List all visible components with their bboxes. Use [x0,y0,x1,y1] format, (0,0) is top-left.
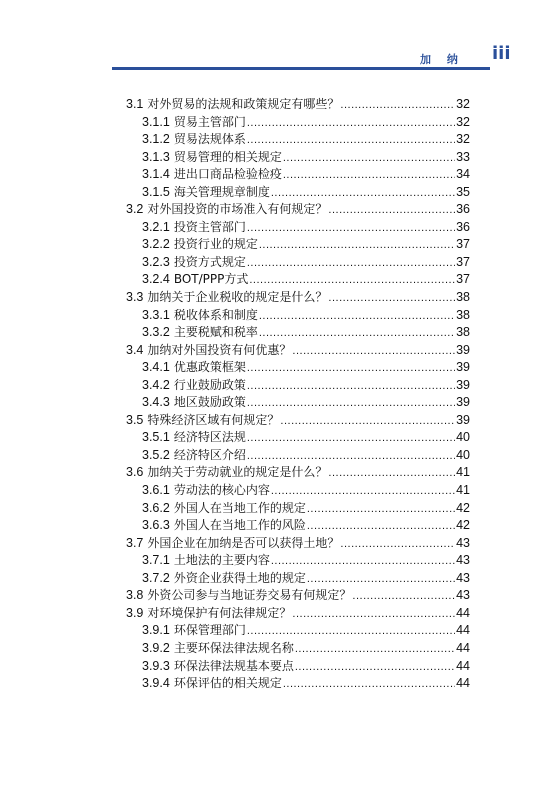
toc-entry-number: 3.3.2 [142,325,170,340]
dot-leader [247,115,455,133]
toc-entry[interactable] [126,96,470,114]
dot-leader [328,202,455,220]
toc-entry[interactable] [126,149,470,167]
toc-entry[interactable] [126,394,470,412]
toc-entry[interactable] [126,166,470,184]
toc-entry-number: 3.4.1 [142,360,170,375]
toc-entry-title: 加纳关于企业税收的规定是什么？ [147,290,328,305]
toc-entry-title: 加纳关于劳动就业的规定是什么？ [147,465,328,480]
toc-entry-title: 外资公司参与当地证券交易有何规定？ [147,588,352,603]
toc-entry-page: 39 [456,342,470,357]
toc-entry-title: 贸易主管部门 [173,114,246,129]
toc-entry-title: 特殊经济区域有何规定？ [147,412,280,427]
toc-entry-title: 投资主管部门 [173,219,246,234]
dot-leader [247,378,455,396]
toc-entry-title: 环保法律法规基本要点 [173,658,294,673]
toc-entry-page: 39 [456,395,470,410]
toc-entry[interactable] [126,622,470,640]
toc-entry-number: 3.4 [126,342,144,357]
toc-entry[interactable] [126,377,470,395]
toc-entry[interactable] [126,464,470,482]
toc-entry-number: 3.9.4 [142,676,170,691]
dot-leader [247,360,455,378]
header-rule [112,67,490,70]
toc-entry[interactable] [126,482,470,500]
toc-entry-page: 32 [456,132,470,147]
dot-leader [271,483,455,501]
dot-leader [271,553,455,571]
toc-entry-page: 41 [456,483,470,498]
chapter-title: 加 纳 [420,53,464,66]
toc-entry-title: 经济特区法规 [173,430,246,445]
toc-entry-title: 经济特区介绍 [173,447,246,462]
toc-entry-page: 39 [456,412,470,427]
dot-leader [292,606,455,624]
toc-entry[interactable] [126,658,470,676]
toc-entry-number: 3.8 [126,588,144,603]
toc-entry-page: 34 [456,167,470,182]
toc-entry-page: 39 [456,360,470,375]
toc-entry-title: 环保管理部门 [173,623,246,638]
toc-entry-title: 税收体系和制度 [173,307,258,322]
toc-entry-page: 43 [456,570,470,585]
toc-entry-number: 3.5 [126,412,144,427]
toc-entry[interactable] [126,675,470,693]
toc-entry-title: 投资方式规定 [173,254,246,269]
dot-leader [247,255,455,273]
toc-entry-title: 行业鼓励政策 [173,377,246,392]
toc-entry-page: 32 [456,114,470,129]
toc-entry-number: 3.9 [126,605,144,620]
dot-leader [247,430,455,448]
toc-entry-page: 41 [456,465,470,480]
dot-leader [247,448,455,466]
toc-entry-number: 3.1.1 [142,114,170,129]
toc-entry-page: 44 [456,658,470,673]
toc-entry-number: 3.4.2 [142,377,170,392]
toc-entry-title: 进出口商品检验检疫 [173,167,282,182]
toc-entry-number: 3.9.2 [142,640,170,655]
toc-entry-page: 38 [456,307,470,322]
toc-entry-number: 3.3 [126,290,144,305]
dot-leader [249,272,455,290]
toc-entry-title: 海关管理规章制度 [173,184,270,199]
toc-entry-number: 3.1.3 [142,149,170,164]
toc-entry[interactable] [126,359,470,377]
toc-entry-number: 3.2 [126,202,144,217]
toc-entry[interactable] [126,429,470,447]
toc-entry-page: 36 [456,202,470,217]
dot-leader [247,395,455,413]
dot-leader [292,343,455,361]
toc-entry-title: 外国企业在加纳是否可以获得土地？ [147,535,340,550]
toc-entry-number: 3.9.1 [142,623,170,638]
toc-entry-title: 对外贸易的法规和政策规定有哪些？ [147,97,340,111]
dot-leader [295,641,455,659]
toc-entry[interactable] [126,254,470,272]
toc-entry-page: 38 [456,290,470,305]
toc-entry[interactable] [126,500,470,518]
toc-entry-number: 3.6 [126,465,144,480]
toc-entry-number: 3.4.3 [142,395,170,410]
toc-entry-page: 38 [456,325,470,340]
dot-leader [259,308,455,326]
toc-entry-title: BOT/PPP方式 [173,272,249,287]
toc-entry-number: 3.2.3 [142,254,170,269]
toc-entry-title: 地区鼓励政策 [173,395,246,410]
toc-entry-number: 3.1.5 [142,184,170,199]
toc-entry-number: 3.6.2 [142,500,170,515]
toc-entry-title: 环保评估的相关规定 [173,676,282,691]
dot-leader [247,132,455,150]
toc-entry-page: 44 [456,676,470,691]
toc-entry-number: 3.6.1 [142,483,170,498]
toc-entry-number: 3.6.3 [142,518,170,533]
toc-entry-page: 37 [456,254,470,269]
toc-entry-page: 43 [456,553,470,568]
toc-entry-title: 外资企业获得土地的规定 [173,570,306,585]
toc-entry-page: 37 [456,272,470,287]
toc-entry-page: 32 [456,97,470,111]
dot-leader [280,413,455,431]
toc-entry-page: 42 [456,500,470,515]
toc-entry-number: 3.1.2 [142,132,170,147]
dot-leader [352,588,455,606]
toc-entry-number: 3.7.2 [142,570,170,585]
toc-entry-title: 外国人在当地工作的风险 [173,518,306,533]
toc-entry-number: 3.2.1 [142,219,170,234]
dot-leader [328,465,455,483]
toc-entry-title: 主要环保法律法规名称 [173,640,294,655]
toc-entry[interactable] [126,114,470,132]
toc-entry[interactable] [126,570,470,588]
toc-entry-title: 对外国投资的市场准入有何规定？ [147,202,328,217]
toc-entry[interactable] [126,447,470,465]
toc-entry-number: 3.1 [126,97,144,111]
toc-entry[interactable] [126,517,470,535]
toc-entry[interactable] [126,219,470,237]
table-of-contents [126,96,470,693]
toc-entry-number: 3.5.2 [142,447,170,462]
toc-entry[interactable] [126,131,470,149]
toc-entry-title: 土地法的主要内容 [173,553,270,568]
dot-leader [328,290,455,308]
toc-entry-title: 对环境保护有何法律规定？ [147,605,292,620]
toc-entry-page: 36 [456,219,470,234]
dot-leader [283,676,455,694]
dot-leader [259,325,455,343]
dot-leader [340,536,455,554]
toc-entry[interactable] [126,587,470,605]
toc-entry[interactable] [126,236,470,254]
toc-entry-number: 3.1.4 [142,167,170,182]
toc-entry[interactable] [126,605,470,623]
toc-entry[interactable] [126,201,470,219]
dot-leader [247,623,455,641]
dot-leader [307,501,455,519]
toc-entry-number: 3.7.1 [142,553,170,568]
toc-entry-page: 39 [456,377,470,392]
toc-entry-title: 贸易管理的相关规定 [173,149,282,164]
toc-entry-title: 优惠政策框架 [173,360,246,375]
toc-entry-number: 3.2.2 [142,237,170,252]
dot-leader [283,167,455,185]
toc-entry-title: 外国人在当地工作的规定 [173,500,306,515]
toc-entry-page: 43 [456,535,470,550]
toc-entry-page: 42 [456,518,470,533]
page-number: iii [492,43,511,64]
toc-entry[interactable] [126,342,470,360]
toc-entry-title: 贸易法规体系 [173,132,246,147]
toc-entry-number: 3.5.1 [142,430,170,445]
dot-leader [259,237,455,255]
toc-entry-title: 加纳对外国投资有何优惠？ [147,342,292,357]
toc-entry-page: 37 [456,237,470,252]
toc-entry-number: 3.2.4 [142,272,170,287]
toc-entry-number: 3.3.1 [142,307,170,322]
toc-entry[interactable] [126,289,470,307]
toc-entry[interactable] [126,535,470,553]
toc-entry[interactable] [126,412,470,430]
dot-leader [340,97,455,115]
dot-leader [247,220,455,238]
toc-entry-number: 3.9.3 [142,658,170,673]
dot-leader [283,150,455,168]
toc-entry-number: 3.7 [126,535,144,550]
toc-entry-page: 40 [456,430,470,445]
toc-entry-page: 40 [456,447,470,462]
dot-leader [307,571,455,589]
toc-entry-page: 44 [456,623,470,638]
toc-entry-title: 主要税赋和税率 [173,325,258,340]
toc-entry-title: 劳动法的核心内容 [173,483,270,498]
dot-leader [295,659,455,677]
toc-entry-page: 44 [456,640,470,655]
toc-entry[interactable] [126,184,470,202]
toc-entry[interactable] [126,307,470,325]
toc-entry-page: 43 [456,588,470,603]
dot-leader [271,185,455,203]
dot-leader [307,518,455,536]
toc-entry-page: 35 [456,184,470,199]
toc-entry[interactable] [126,552,470,570]
toc-entry[interactable] [126,640,470,658]
toc-entry-title: 投资行业的规定 [173,237,258,252]
toc-entry-page: 44 [456,605,470,620]
toc-entry[interactable] [126,271,470,289]
toc-entry-page: 33 [456,149,470,164]
toc-entry[interactable] [126,324,470,342]
